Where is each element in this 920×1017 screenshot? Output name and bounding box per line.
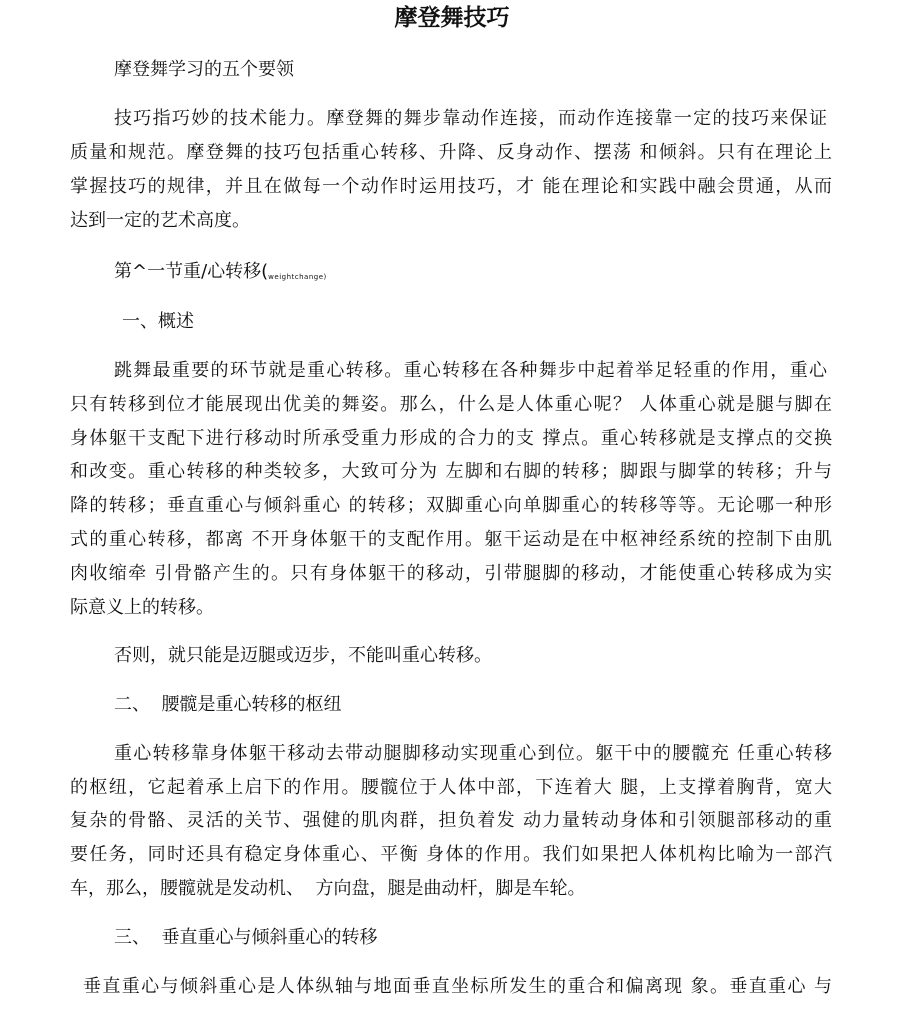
paragraph-line: 跳舞最重要的环节就是重心转移。重心转移在各种舞步中起着举足轻重的作用，重心 — [114, 360, 827, 381]
page-title: 摩登舞技巧 — [394, 5, 510, 31]
paragraph-line: 车，那么，腰髋就是发动机、 方向盘，腿是曲动杆，脚是车轮。 — [70, 878, 586, 899]
paragraph-line: 肉收缩牵 引骨骼产生的。只有身体躯干的移动，引带腿脚的移动，才能使重心转移成为实 — [70, 563, 832, 584]
intro-heading: 摩登舞学习的五个要领 — [114, 59, 294, 80]
paragraph-line: 只有转移到位才能展现出优美的舞姿。那么，什么是人体重心呢？ 人体重心就是腿与脚在 — [70, 394, 832, 415]
paragraph-line: 质量和规范。摩登舞的技巧包括重心转移、升降、反身动作、摆荡 和倾斜。只有在理论上 — [70, 142, 832, 163]
paragraph-line: 身体躯干支配下进行移动时所承受重力形成的合力的支 撑点。重心转移就是支撑点的交换 — [70, 428, 832, 449]
paragraph-line: 否则，就只能是迈腿或迈步，不能叫重心转移。 — [114, 645, 492, 666]
section-heading-text: 第^一节重/心转移( — [114, 261, 269, 282]
paragraph-line: 的枢纽，它起着承上启下的作用。腰髋位于人体中部，下连着大 腿，上支撑着胸背，宽大 — [70, 777, 832, 798]
paragraph-line: 式的重心转移，都离 不开身体躯干的支配作用。躯干运动是在中枢神经系统的控制下由肌 — [70, 529, 832, 550]
paragraph-line: 掌握技巧的规律，并且在做每一个动作时运用技巧，才 能在理论和实践中融会贯通，从而 — [70, 176, 832, 197]
subsection-heading: 二、 腰髋是重心转移的枢纽 — [114, 694, 342, 715]
paragraph-line: 技巧指巧妙的技术能力。摩登舞的舞步靠动作连接，而动作连接靠一定的技巧来保证 — [114, 108, 827, 129]
paragraph-line: 达到一定的艺术高度。 — [70, 210, 250, 231]
subsection-heading: 一、概述 — [122, 311, 194, 332]
paragraph-line: 垂直重心与倾斜重心是人体纵轴与地面垂直坐标所发生的重合和偏离现 象。垂直重心 与 — [83, 976, 832, 997]
section-heading — [114, 259, 327, 290]
paragraph-line: 要任务，同时还具有稳定身体重心、平衡 身体的作用。我们如果把人体机构比喻为一部汽 — [70, 844, 832, 865]
paragraph-line: 降的转移；垂直重心与倾斜重心 的转移；双脚重心向单脚重心的转移等等。无论哪一种形 — [70, 495, 832, 516]
paragraph-line: 际意义上的转移。 — [70, 597, 214, 618]
section-heading-english: weightchange) — [268, 273, 327, 281]
paragraph-line: 复杂的骨骼、灵活的关节、强健的肌肉群，担负着发 动力量转动身体和引领腿部移动的重 — [70, 810, 832, 831]
paragraph-line: 和改变。重心转移的种类较多，大致可分为 左脚和右脚的转移；脚跟与脚掌的转移；升与 — [70, 461, 832, 482]
paragraph-line: 重心转移靠身体躯干移动去带动腿脚移动实现重心到位。躯干中的腰髋充 任重心转移 — [114, 743, 832, 764]
subsection-heading: 三、 垂直重心与倾斜重心的转移 — [114, 927, 378, 948]
